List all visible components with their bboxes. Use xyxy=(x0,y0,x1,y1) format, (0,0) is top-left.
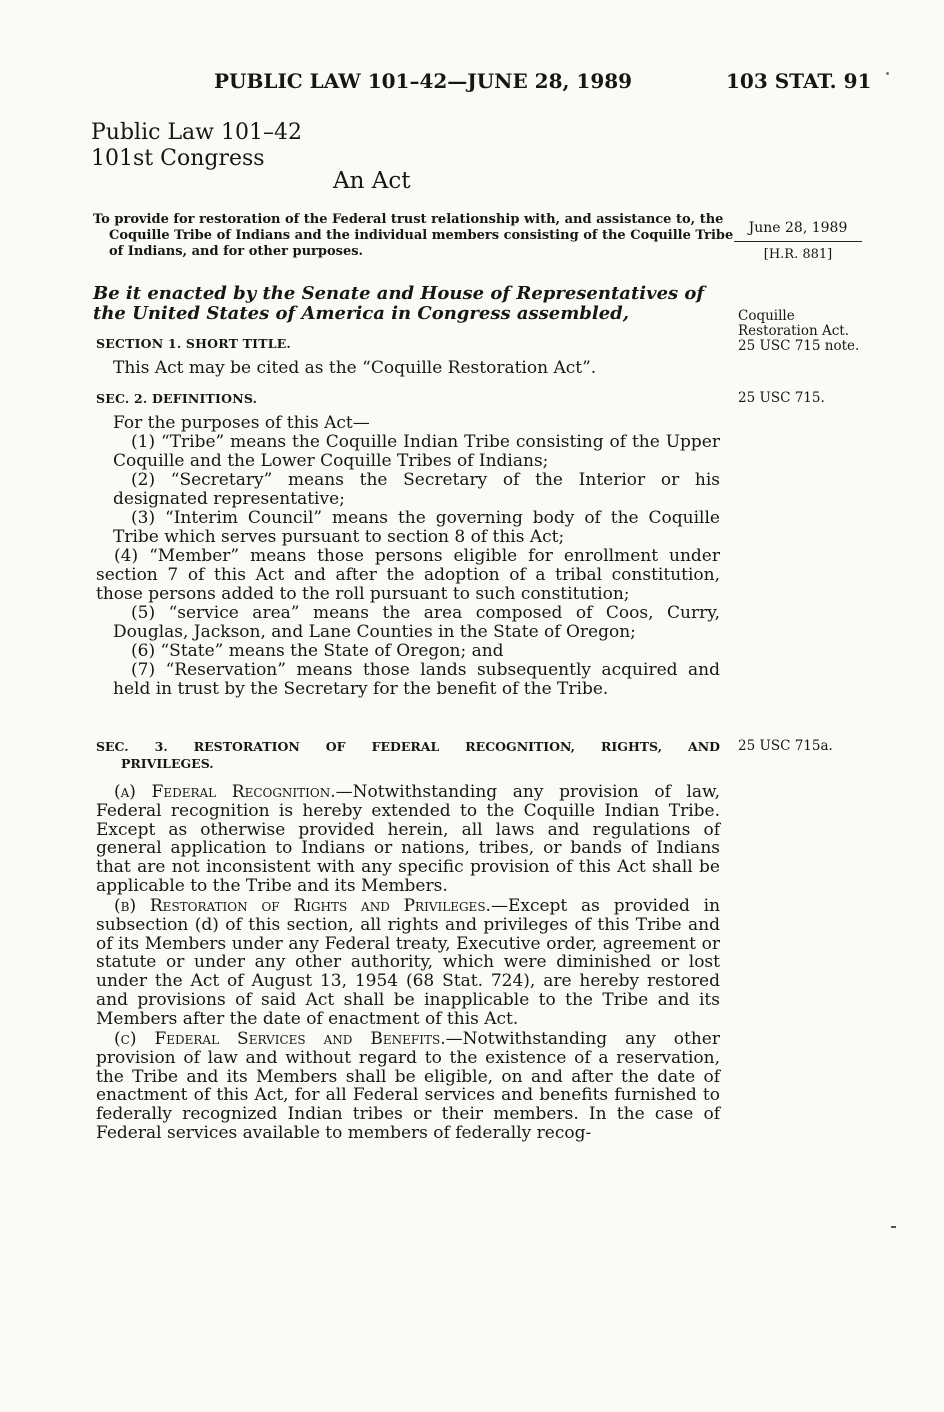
subsection-c xyxy=(96,1030,720,1143)
law-designation xyxy=(91,120,302,172)
section-3-heading-cont: PRIVILEGES. xyxy=(121,756,214,771)
congress-number: 101st Congress xyxy=(91,146,265,171)
act-title: An Act xyxy=(333,168,411,194)
margin-note-sec3: 25 USC 715a. xyxy=(738,738,833,754)
page-number: 103 STAT. 91 xyxy=(726,69,872,93)
running-header: PUBLIC LAW 101–42—JUNE 28, 1989 xyxy=(214,69,633,93)
section-1-text: This Act may be cited as the “Coquille Restoration Act”. xyxy=(113,358,597,378)
page-speck xyxy=(886,72,889,75)
definition-item: (2) “Secretary” means the Secretary of the Interior or his designated representative; xyxy=(113,470,720,509)
section-2-heading: SEC. 2. DEFINITIONS. xyxy=(96,391,258,406)
page-speck xyxy=(891,1226,896,1228)
subsection-c-text: —Notwithstanding any other provision of law and without regard to the existence of a reservation, the Tribe and its Members shall be eligible, on and after the date of enactment of this Act, for all Federal services and benefits furnished to federally recognized Indian tribes or their members. In the case of Federal services available to members of federally recog- xyxy=(96,1029,720,1143)
purpose-statement: To provide for restoration of the Federal trust relationship with, and assistance to, the Coquille Tribe of Indians and the individual members consisting of the Coquille Tribe of Indians, and for other purposes. xyxy=(93,212,734,259)
definition-item: (1) “Tribe” means the Coquille Indian Tribe consisting of the Upper Coquille and the Lower Coquille Tribes of Indians; xyxy=(113,432,720,471)
definitions-list xyxy=(96,432,720,699)
definition-item: (4) “Member” means those persons eligible for enrollment under section 7 of this Act and after the adoption of a tribal constitution, those persons added to the roll pursuant to such constitution; xyxy=(96,546,720,604)
subsection-a-text: —Notwithstanding any provision of law, Federal recognition is hereby extended to the Coquille Indian Tribe. Except as otherwise provided herein, all laws and regulations of general application to Indians or nations, tribes, or bands of Indians that are not inconsistent with any specific provision of this Act shall be applicable to the Tribe and its Members. xyxy=(96,782,720,896)
subsection-b-heading: (b) Restoration of Rights and Privileges. xyxy=(114,896,491,916)
subsection-b-text: —Except as provided in subsection (d) of this section, all rights and privileges of this Tribe and of its Members under any Federal treaty, Executive order, agreement or statute or under any other authority, which were diminished or lost under the Act of August 13, 1954 (68 Stat. 724), are hereby restored and provisions of said Act shall be inapplicable to the Tribe and its Members after the date of enactment of this Act. xyxy=(96,896,721,1029)
section-3-heading: SEC. 3. RESTORATION OF FEDERAL RECOGNITION, RIGHTS, AND xyxy=(96,739,720,754)
enactment-date: June 28, 1989 xyxy=(734,220,862,242)
margin-date-block xyxy=(734,220,862,262)
definition-item: (5) “service area” means the area composed of Coos, Curry, Douglas, Jackson, and Lane Counties in the State of Oregon; xyxy=(113,603,720,642)
bill-number: [H.R. 881] xyxy=(763,247,833,262)
enacting-clause: Be it enacted by the Senate and House of Representatives of the United States of America in Congress assembled, xyxy=(93,283,705,324)
margin-note-short-title xyxy=(738,309,859,354)
margin-note-line: Restoration Act. xyxy=(738,323,850,339)
margin-note-line: 25 USC 715 note. xyxy=(738,338,860,354)
definitions-intro: For the purposes of this Act— xyxy=(113,413,370,433)
margin-note-sec2: 25 USC 715. xyxy=(738,390,825,406)
subsection-c-heading: (c) Federal Services and Benefits. xyxy=(114,1029,446,1049)
section-1-heading: SECTION 1. SHORT TITLE. xyxy=(96,336,291,351)
definition-item: (6) “State” means the State of Oregon; and xyxy=(131,641,504,661)
definition-item: (3) “Interim Council” means the governing body of the Coquille Tribe which serves pursuant to section 8 of this Act; xyxy=(113,508,720,547)
public-law-number: Public Law 101–42 xyxy=(91,120,302,145)
definition-item: (7) “Reservation” means those lands subsequently acquired and held in trust by the Secretary for the benefit of the Tribe. xyxy=(113,660,720,699)
subsection-a-heading: (a) Federal Recognition. xyxy=(114,782,336,802)
margin-note-line: Coquille xyxy=(738,308,795,324)
subsection-b xyxy=(96,897,720,1029)
subsection-a xyxy=(96,783,720,896)
